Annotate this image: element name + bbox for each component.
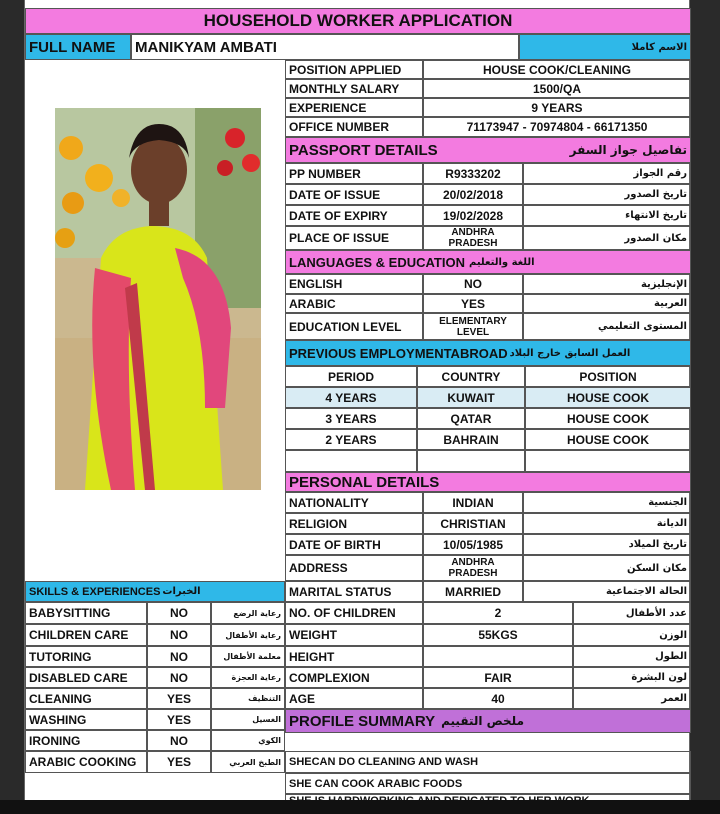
personal-header: PERSONAL DETAILS bbox=[285, 472, 691, 492]
employment-col-country: COUNTRY bbox=[417, 366, 525, 387]
complexion-arabic: لون البشرة bbox=[573, 667, 691, 688]
complexion-label: COMPLEXION bbox=[285, 667, 423, 688]
employment-col-period: PERIOD bbox=[285, 366, 417, 387]
education-label: EDUCATION LEVEL bbox=[285, 313, 423, 340]
issue-date-arabic: تاريخ الصدور bbox=[523, 184, 691, 205]
skill-arabic: الغسيل bbox=[211, 709, 285, 730]
skill-label: CLEANING bbox=[25, 688, 147, 709]
application-sheet bbox=[24, 0, 690, 800]
employment-row-country: BAHRAIN bbox=[417, 429, 525, 450]
skill-value: NO bbox=[147, 602, 211, 624]
photo-image bbox=[55, 108, 261, 490]
skill-arabic: معلمة الأطفال bbox=[211, 646, 285, 667]
height-value bbox=[423, 646, 573, 667]
arabic-value: YES bbox=[423, 294, 523, 313]
salary-value: 1500/QA bbox=[423, 79, 691, 98]
weight-value: 55KGS bbox=[423, 624, 573, 646]
age-value: 40 bbox=[423, 688, 573, 709]
skill-label: DISABLED CARE bbox=[25, 667, 147, 688]
expiry-date-arabic: تاريخ الانتهاء bbox=[523, 205, 691, 226]
passport-header-arabic: تفاصيل جواز السفر bbox=[569, 143, 687, 157]
profile-header bbox=[285, 709, 691, 733]
pp-number-arabic: رقم الجواز bbox=[523, 163, 691, 184]
candidate-photo bbox=[55, 108, 261, 490]
skill-value: NO bbox=[147, 646, 211, 667]
address-value: ANDHRA PRADESH bbox=[423, 555, 523, 581]
place-of-issue-label: PLACE OF ISSUE bbox=[285, 226, 423, 250]
weight-label: WEIGHT bbox=[285, 624, 423, 646]
issue-date-value: 20/02/2018 bbox=[423, 184, 523, 205]
religion-label: RELIGION bbox=[285, 513, 423, 534]
employment-row-period: 2 YEARS bbox=[285, 429, 417, 450]
full-name-value: MANIKYAM AMBATI bbox=[131, 34, 519, 60]
full-name-label: FULL NAME bbox=[25, 34, 131, 60]
age-label: AGE bbox=[285, 688, 423, 709]
place-of-issue-arabic: مكان الصدور bbox=[523, 226, 691, 250]
place-of-issue-value: ANDHRA PRADESH bbox=[423, 226, 523, 250]
issue-date-label: DATE OF ISSUE bbox=[285, 184, 423, 205]
bottom-edge bbox=[0, 800, 720, 814]
marital-status-arabic: الحالة الاجتماعية bbox=[523, 581, 691, 602]
profile-header-label: PROFILE SUMMARY bbox=[289, 712, 436, 730]
dob-label: DATE OF BIRTH bbox=[285, 534, 423, 555]
salary-label: MONTHLY SALARY bbox=[285, 79, 423, 98]
skill-value: NO bbox=[147, 730, 211, 751]
pp-number-value: R9333202 bbox=[423, 163, 523, 184]
employment-header-arabic: العمل السابق خارج البلاد bbox=[509, 347, 631, 359]
full-name-arabic: الاسم كاملا bbox=[519, 34, 691, 60]
skill-arabic: رعاية الأطفال bbox=[211, 624, 285, 646]
address-arabic: مكان السكن bbox=[523, 555, 691, 581]
office-number-label: OFFICE NUMBER bbox=[285, 117, 423, 137]
marital-status-value: MARRIED bbox=[423, 581, 523, 602]
skill-arabic: رعاية الرضع bbox=[211, 602, 285, 624]
marital-status-label: MARITAL STATUS bbox=[285, 581, 423, 602]
nationality-value: INDIAN bbox=[423, 492, 523, 513]
languages-header-label: LANGUAGES & EDUCATION bbox=[289, 254, 465, 270]
children-arabic: عدد الأطفال bbox=[573, 602, 691, 624]
skill-arabic: التنظيف bbox=[211, 688, 285, 709]
religion-value: CHRISTIAN bbox=[423, 513, 523, 534]
english-value: NO bbox=[423, 274, 523, 294]
religion-arabic: الديانة bbox=[523, 513, 691, 534]
skill-value: YES bbox=[147, 751, 211, 773]
employment-row-country: QATAR bbox=[417, 408, 525, 429]
education-arabic: المستوى التعليمي bbox=[523, 313, 691, 340]
skill-value: NO bbox=[147, 624, 211, 646]
page-title: HOUSEHOLD WORKER APPLICATION bbox=[25, 8, 691, 34]
skills-header bbox=[25, 581, 285, 602]
profile-line: SHECAN DO CLEANING AND WASH bbox=[285, 751, 691, 773]
weight-arabic: الوزن bbox=[573, 624, 691, 646]
children-label: NO. OF CHILDREN bbox=[285, 602, 423, 624]
skill-value: YES bbox=[147, 709, 211, 730]
dob-arabic: تاريخ الميلاد bbox=[523, 534, 691, 555]
skill-label: IRONING bbox=[25, 730, 147, 751]
skill-value: NO bbox=[147, 667, 211, 688]
age-arabic: العمر bbox=[573, 688, 691, 709]
profile-header-arabic: ملخص التقييم bbox=[441, 714, 525, 728]
arabic-arabic: العربية bbox=[523, 294, 691, 313]
employment-row-country: KUWAIT bbox=[417, 387, 525, 408]
employment-header-label: PREVIOUS EMPLOYMENTABROAD bbox=[289, 345, 508, 361]
english-arabic: الإنجليزية bbox=[523, 274, 691, 294]
position-label: POSITION APPLIED bbox=[285, 60, 423, 79]
nationality-arabic: الجنسية bbox=[523, 492, 691, 513]
employment-row-period: 4 YEARS bbox=[285, 387, 417, 408]
office-number-value: 71173947 - 70974804 - 66171350 bbox=[423, 117, 691, 137]
employment-blank-cell bbox=[285, 450, 417, 472]
skill-arabic: الطبخ العربي bbox=[211, 751, 285, 773]
complexion-value: FAIR bbox=[423, 667, 573, 688]
skill-label: BABYSITTING bbox=[25, 602, 147, 624]
skill-arabic: رعاية العجزة bbox=[211, 667, 285, 688]
skill-label: TUTORING bbox=[25, 646, 147, 667]
expiry-date-value: 19/02/2028 bbox=[423, 205, 523, 226]
employment-row-position: HOUSE COOK bbox=[525, 429, 691, 450]
skill-value: YES bbox=[147, 688, 211, 709]
nationality-label: NATIONALITY bbox=[285, 492, 423, 513]
education-value: ELEMENTARY LEVEL bbox=[423, 313, 523, 340]
experience-value: 9 YEARS bbox=[423, 98, 691, 117]
dob-value: 10/05/1985 bbox=[423, 534, 523, 555]
employment-row-position: HOUSE COOK bbox=[525, 408, 691, 429]
employment-header bbox=[285, 340, 691, 366]
english-label: ENGLISH bbox=[285, 274, 423, 294]
skill-label: ARABIC COOKING bbox=[25, 751, 147, 773]
employment-blank-cell bbox=[525, 450, 691, 472]
expiry-date-label: DATE OF EXPIRY bbox=[285, 205, 423, 226]
height-label: HEIGHT bbox=[285, 646, 423, 667]
skill-label: WASHING bbox=[25, 709, 147, 730]
profile-line: SHE CAN COOK ARABIC FOODS bbox=[285, 773, 691, 794]
employment-row-period: 3 YEARS bbox=[285, 408, 417, 429]
employment-row-position: HOUSE COOK bbox=[525, 387, 691, 408]
pp-number-label: PP NUMBER bbox=[285, 163, 423, 184]
passport-header-label: PASSPORT DETAILS bbox=[289, 141, 438, 159]
arabic-label: ARABIC bbox=[285, 294, 423, 313]
position-value: HOUSE COOK/CLEANING bbox=[423, 60, 691, 79]
height-arabic: الطول bbox=[573, 646, 691, 667]
children-value: 2 bbox=[423, 602, 573, 624]
skills-header-arabic: الخبرات bbox=[162, 586, 201, 597]
skill-label: CHILDREN CARE bbox=[25, 624, 147, 646]
languages-header bbox=[285, 250, 691, 274]
address-label: ADDRESS bbox=[285, 555, 423, 581]
skill-arabic: الكوي bbox=[211, 730, 285, 751]
skills-header-label: SKILLS & EXPERIENCES bbox=[29, 585, 161, 598]
employment-blank-cell bbox=[417, 450, 525, 472]
languages-header-arabic: اللغة والتعليم bbox=[468, 256, 535, 268]
experience-label: EXPERIENCE bbox=[285, 98, 423, 117]
passport-header bbox=[285, 137, 691, 163]
employment-col-position: POSITION bbox=[525, 366, 691, 387]
